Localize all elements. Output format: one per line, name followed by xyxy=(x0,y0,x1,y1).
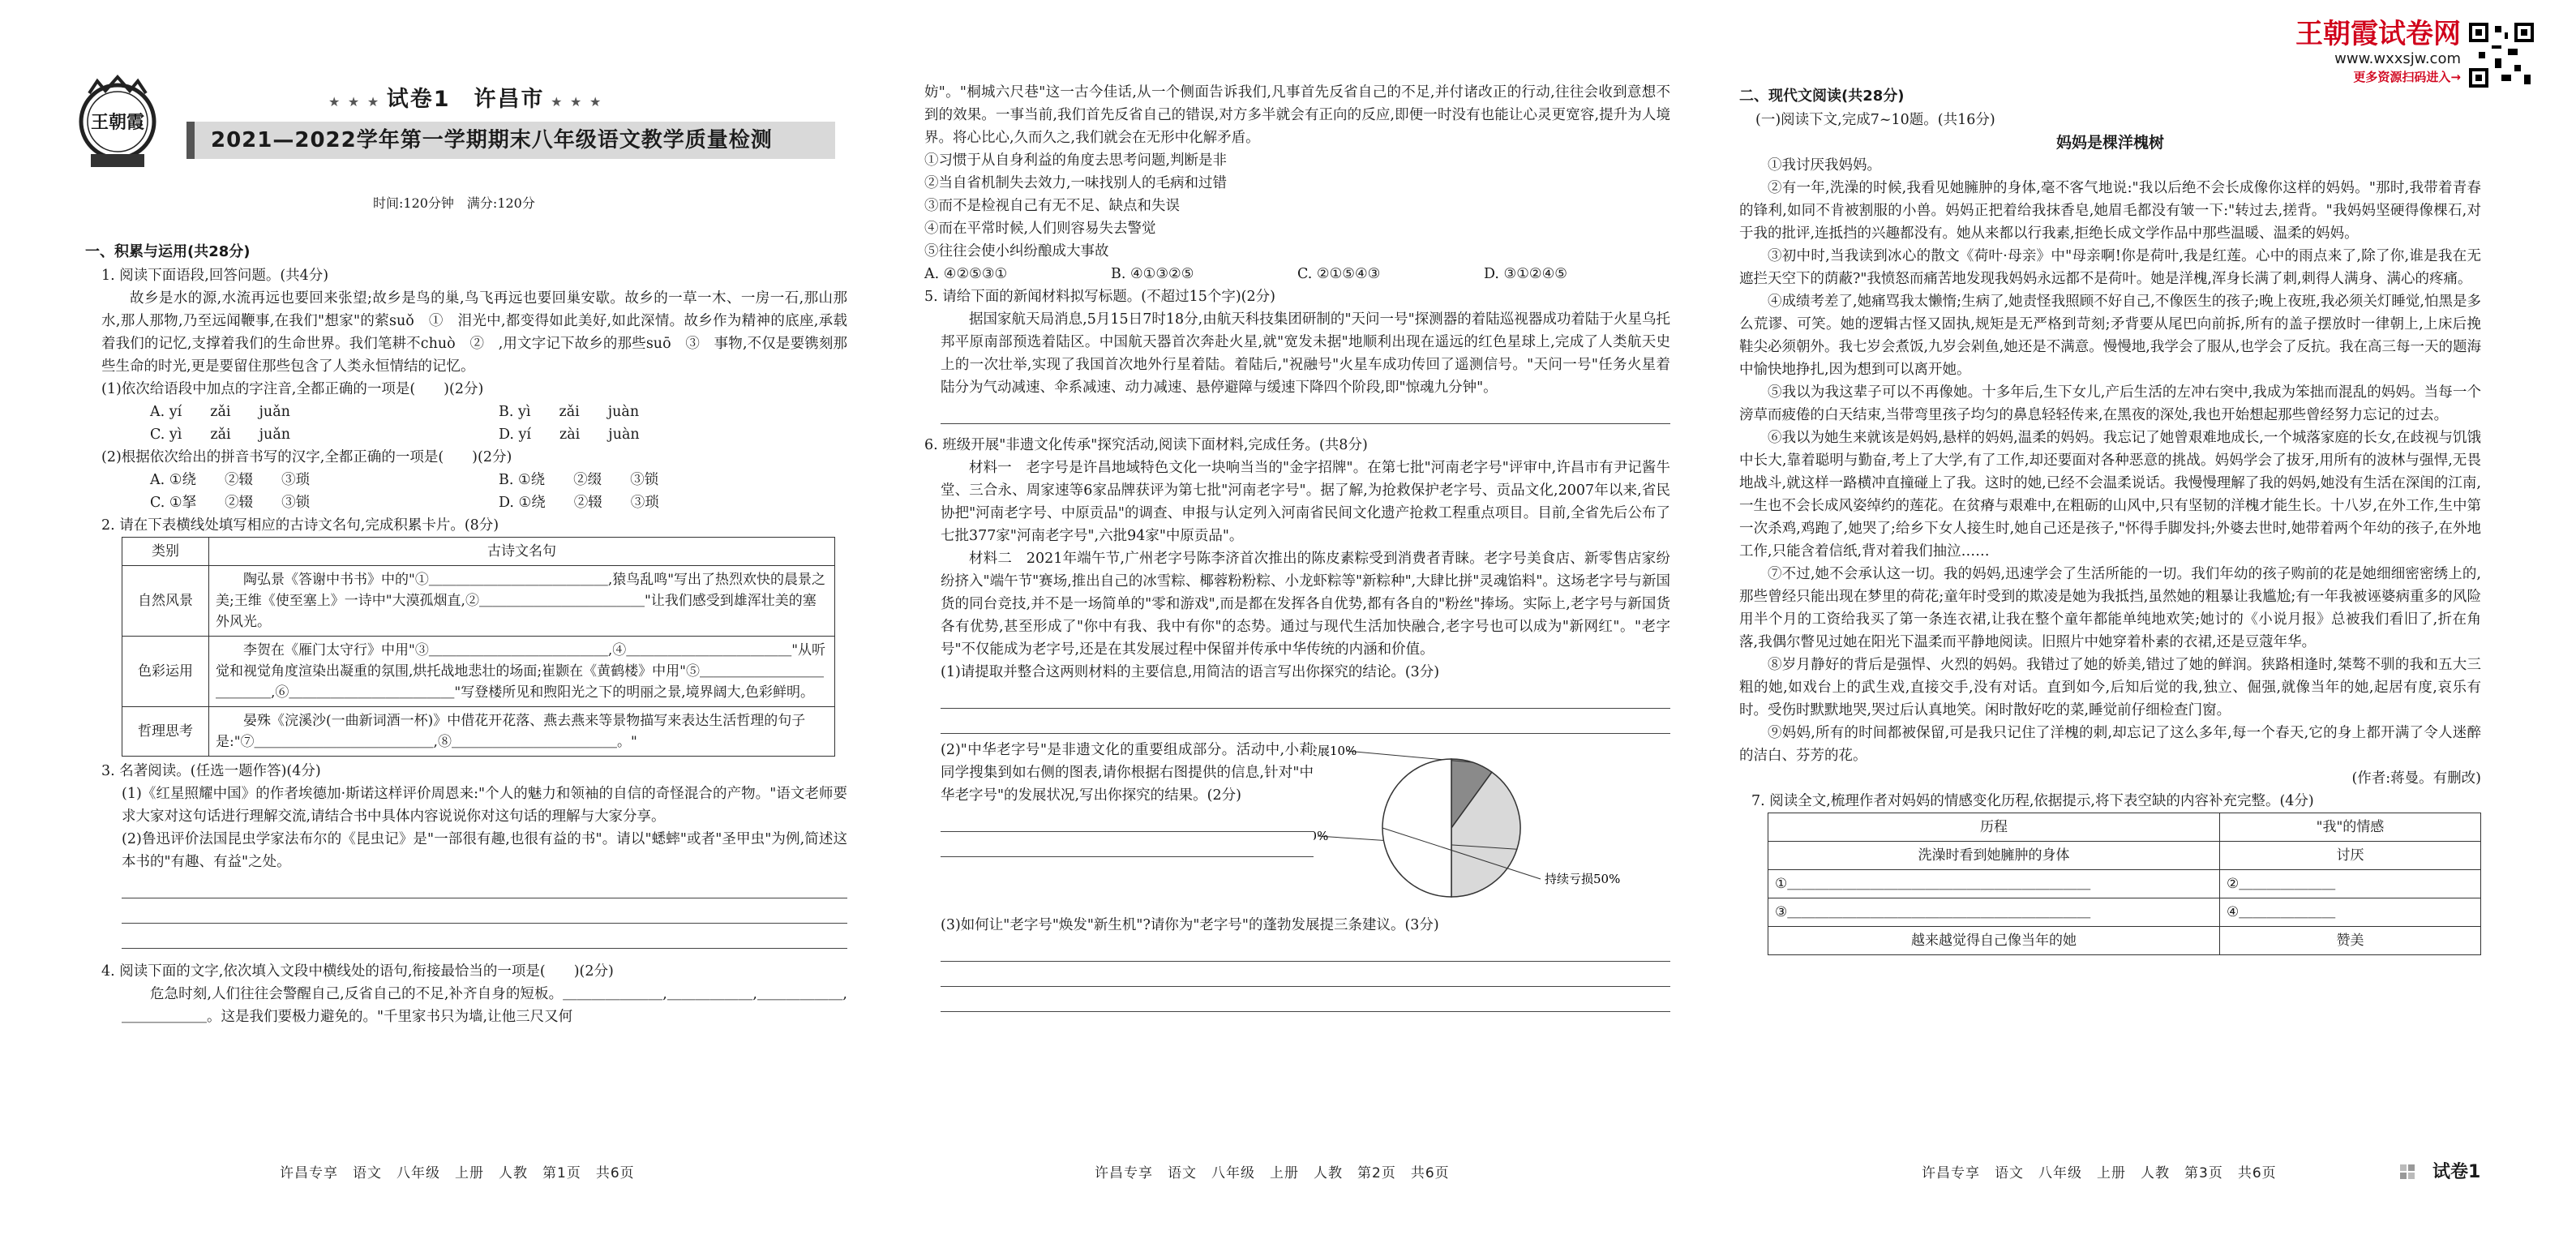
page-3-body xyxy=(1739,84,2481,955)
question-1-passage: 故乡是水的源,水流再远也要回来张望;故乡是鸟的巢,鸟飞再远也要回巢安歇。故乡的一草一木、一房一石,那山那水,那人那物,乃至远闻鞭事,在我们"想家"的萦suǒ ① 泪光中,都变得如此美好,如此深情。故乡作为精神的底座,承载着我们的记忆,支撑着我们的生命世界。我们笔耕不chuò ② ,用文字记下故乡的那些suō ③ 事物,不仅是要镌刻那些生命的时光,更是要留住那些包含了人类永恒情结的记忆。 xyxy=(101,290,847,375)
table-header-cell: 历程 xyxy=(1768,813,2220,842)
table-header-row xyxy=(1768,813,2481,842)
pie-chart-svg xyxy=(1314,739,1670,909)
answer-line[interactable] xyxy=(941,399,1670,424)
option-row xyxy=(85,491,847,514)
option-b[interactable]: B. yì zǎi juàn xyxy=(499,404,640,420)
table-cell-category: 哲理思考 xyxy=(122,707,209,757)
page-footer: 许昌专享 语文 八年级 上册 人教 第3页 共6页 xyxy=(1922,1165,2277,1181)
question-4-item: ④而在平常时候,人们则容易失去警觉 xyxy=(924,221,1156,237)
answer-lines[interactable] xyxy=(941,684,1670,734)
table-row xyxy=(1768,927,2481,955)
answer-lines[interactable] xyxy=(941,937,1670,1012)
page-1 xyxy=(85,0,847,1235)
table-cell: 越来越觉得自己像当年的她 xyxy=(1768,927,2220,955)
question-6-3: (3)如何让"老字号"焕发"新生机"?请你为"老字号"的蓬勃发展提三条建议。(3分) xyxy=(941,917,1439,933)
option-a[interactable]: A. yí zǎi juǎn xyxy=(150,404,290,420)
question-6-1: (1)请提取并整合这两则材料的主要信息,用简洁的语言写出你探究的结论。(3分) xyxy=(941,664,1440,680)
star-icon: ★ ★ ★ xyxy=(328,94,387,109)
question-7-stem: 7. 阅读全文,梳理作者对妈妈的情感变化历程,依据提示,将下表空缺的内容补充完整。(4分) xyxy=(1751,793,2314,809)
question-4-item: ③而不是检视自己有无不足、缺点和失误 xyxy=(924,198,1180,214)
answer-line[interactable] xyxy=(941,962,1670,987)
answer-line[interactable] xyxy=(122,898,847,924)
exam-title xyxy=(328,81,602,113)
page-2 xyxy=(924,0,1670,1235)
answer-line[interactable] xyxy=(941,832,1314,857)
option-d[interactable]: D. ③①②④⑤ xyxy=(1484,266,1567,282)
poetry-table xyxy=(122,537,835,757)
answer-lines[interactable] xyxy=(122,873,847,949)
table-cell-fill[interactable]: 陶弘景《答谢中书书》中的"①＿＿＿＿＿＿＿＿＿＿＿＿＿,猿鸟乱鸣"写出了热烈欢快的晨景之美;王维《使至塞上》一诗中"大漠孤烟直,②＿＿＿＿＿＿＿＿＿＿＿＿"让我们感受到雄浑壮美的塞外风光。 xyxy=(209,566,835,637)
article-paragraph: ⑧岁月静好的背后是强悍、火烈的妈妈。我错过了她的娇美,错过了她的鲜润。狭路相逢时,桀骜不驯的我和五大三粗的她,如戏台上的武生戏,直接交手,没有对话。直到如今,后知后觉的我,独立、倔强,就像当年的她,起居有度,哀乐有时。受伤时默默地哭,哭过后认真地笑。闲时散好吃的菜,睡觉前仔细检查门窗。 xyxy=(1739,657,2481,718)
pie-leader-line xyxy=(1346,751,1472,762)
star-icon: ★ ★ ★ xyxy=(544,94,603,109)
pie-label: 展10% xyxy=(1318,744,1357,758)
table-cell: 讨厌 xyxy=(2220,842,2481,870)
article-paragraph: ①我讨厌我妈妈。 xyxy=(1768,157,1881,174)
question-4-continued: 妨"。"桐城六尺巷"这一古今佳话,从一个侧面告诉我们,凡事首先反省自己的不足,并付诸改正的行动,往往会收到意想不到的效果。一事当前,我们首先反省自己的错误,对方多半就会有正向的反应,即便一时没有也能让心灵更宽容,提升为人境界。将心比心,久而久之,我们就会在无形中化解矛盾。 xyxy=(924,84,1670,146)
question-1-2: (2)根据依次给出的拼音书写的汉字,全都正确的一项是( )(2分) xyxy=(101,449,512,465)
page-1-body xyxy=(85,240,847,1028)
option-c[interactable]: C. ①拏 ②辍 ③锁 xyxy=(150,495,311,511)
answer-line[interactable] xyxy=(941,684,1670,709)
emotion-table xyxy=(1768,813,2481,955)
question-2-stem: 2. 请在下表横线处填写相应的古诗文名句,完成积累卡片。(8分) xyxy=(101,517,499,534)
question-4-stem: 4. 阅读下面的文字,依次填入文段中横线处的语句,衔接最恰当的一项是( )(2分) xyxy=(101,963,614,980)
exam-subtitle: 2021—2022学年第一学期期末八年级语文教学质量检测 xyxy=(211,128,773,152)
question-1-1: (1)依次给语段中加点的字注音,全都正确的一项是( )(2分) xyxy=(101,381,484,397)
article-author: (作者:蒋曼。有删改) xyxy=(2351,770,2481,787)
article-paragraph: ⑨妈妈,所有的时间都被保留,可是我只记住了洋槐的刺,却忘记了这么多年,每一个春天,它的身上都开满了令人迷醉的洁白、芬芳的花。 xyxy=(1739,725,2481,764)
table-cell-category: 色彩运用 xyxy=(122,637,209,707)
pie-label: % xyxy=(1317,829,1329,843)
pie-label: 持续亏损50% xyxy=(1545,872,1621,886)
question-6-2: (2)"中华老字号"是非遗文化的重要组成部分。活动中,小莉同学搜集到如右侧的图表,请你根据右图提供的信息,针对"中华老字号"的发展状况,写出你探究的结果。(2分) xyxy=(941,742,1314,804)
question-4-item: ⑤往往会使小纠纷酿成大事故 xyxy=(924,243,1109,259)
article-paragraph: ④成绩考差了,她痛骂我太懒惰;生病了,她责怪我照顾不好自己,不像医生的孩子;晚上夜班,我必须关灯睡觉,怕黑是多么荒谬、可笑。她的逻辑古怪又固执,规矩是无严格到苛刻;矛背要从尾巴向前拆,所有的盖子摆放时一律朝上,上床后挽鞋尖必须朝外。我七岁会煮饭,九岁会剁鱼,她还是不满意。慢慢地,我学会了服从,也学会了反抗。我在高三每一天的题海中愉快地挣扎,因为想到可以离开她。 xyxy=(1739,294,2481,378)
article-paragraph: ⑦不过,她不会承认这一切。我的妈妈,迅速学会了生活所能的一切。我们年幼的孩子购前的花是她细细密密绣上的,那些曾经只能出现在梦里的荷花;童年时受到的欺凌是她为我抵挡,虽然她的粗暴让我尴尬;有一年我被诬婆病重多的风险用半个月的工资给我买了第一条连衣裙,让我在整个童年都能单纯地欢笑;她讨的《小说月报》总被我们看旧了,折在角落,我偶尔瞥见过她在阳光下温柔而平静地阅读。旧照片中她穿着朴素的衣裙,还是豆蔻年华。 xyxy=(1739,566,2481,650)
option-c[interactable]: C. ②①⑤④③ xyxy=(1297,266,1381,282)
table-header-cell: 古诗文名句 xyxy=(209,538,835,566)
question-5-text: 据国家航天局消息,5月15日7时18分,由航天科技集团研制的"天问一号"探测器的着陆巡视器成功着陆于火星乌托邦平原南部预选着陆区。中国航天器首次奔赴火星,就"宽发未据"地顺利出现在遥远的红色星球上,完成了人类航天史上的一次壮举,实现了我国首次地外行星着陆。着陆后,"祝融号"火星车成功传回了遥测信号。"天问一号"任务火星着陆分为气动减速、伞系减速、动力减速、悬停避障与缓速下降四个阶段,即"惊魂九分钟"。 xyxy=(941,311,1670,396)
table-cell-fill[interactable]: 晏殊《浣溪沙(一曲新词酒一杯)》中借花开花落、燕去燕来等景物描写来表达生活哲理的句子是:"⑦＿＿＿＿＿＿＿＿＿＿＿＿＿,⑧＿＿＿＿＿＿＿＿＿＿＿＿。" xyxy=(209,707,835,757)
qr-code-icon[interactable] xyxy=(2469,23,2534,88)
answer-line[interactable] xyxy=(941,807,1314,832)
question-6-2-text-block xyxy=(941,739,1314,909)
option-d[interactable]: D. ①绕 ②辍 ③琐 xyxy=(499,495,659,511)
answer-line[interactable] xyxy=(122,873,847,898)
logo-text: 王朝霞 xyxy=(91,112,145,133)
option-row xyxy=(924,263,1670,285)
option-a[interactable]: A. ④②⑤③① xyxy=(924,266,1008,282)
question-5-stem: 5. 请给下面的新闻材料拟写标题。(不超过15个字)(2分) xyxy=(924,289,1275,305)
pie-slice-2 xyxy=(1382,759,1451,897)
grid-icon xyxy=(2400,1164,2424,1184)
option-a[interactable]: A. ①绕 ②辍 ③琐 xyxy=(150,472,310,488)
article-paragraph: ⑥我以为她生来就该是妈妈,悬样的妈妈,温柔的妈妈。我忘记了她曾艰难地成长,一个城落家庭的长女,在歧视与饥饿中长大,靠着聪明与勤奋,考上了大学,有了工作,却还要面对各种恶意的挑战。妈妈学会了拔牙,用所有的波林与强悍,无畏地战斗,就这样一路横冲直撞碰上了我。这时的她,已经不会温柔说话。我慢慢理解了我的妈妈,她没有生活在深闺的江南,一生也不会长成风姿绰约的莲花。在贫瘠与艰难中,在粗砺的山风中,只有坚韧的洋槐才能生长。十八岁,在外工作,生中第一次杀鸡,鸡跑了,她哭了;给乡下女人接生时,她自己还是孩子,"怀得手脚发抖;外婆去世时,她带着两个年幼的孩子,在外地工作,只能含着信纸,背对着我们抽泣…… xyxy=(1739,430,2481,560)
material-1: 材料一 老字号是许昌地域特色文化一块响当当的"金字招牌"。在第七批"河南老字号"评审中,许昌市有尹记酱牛堂、三合永、周家速等6家品牌获评为第七批"河南老字号"。据了解,为抢救保护老字号、贡品文化,2007年以来,省民协把"河南老字号、中原贡品"的调查、申报与认定列入河南省民间文化遗产抢救工程重点项目。目前,全省先后公布了七批377家"河南老字号",六批94家"中原贡品"。 xyxy=(941,460,1670,544)
brand-url[interactable]: www.wxxsjw.com xyxy=(2334,50,2461,67)
option-b[interactable]: B. ①绕 ②缀 ③锁 xyxy=(499,472,659,488)
table-header-row xyxy=(122,538,835,566)
section-heading: 一、积累与运用(共28分) xyxy=(85,243,251,260)
question-6-stem: 6. 班级开展"非遗文化传承"探究活动,阅读下面材料,完成任务。(共8分) xyxy=(924,437,1368,453)
table-cell: 洗澡时看到她臃肿的身体 xyxy=(1768,842,2220,870)
question-4-item: ①习惯于从自身利益的角度去思考问题,判断是非 xyxy=(924,152,1228,169)
material-2: 材料二 2021年端午节,广州老字号陈李济首次推出的陈皮素粽受到消费者青睐。老字号美食店、新零售店家纷纷挤入"端午节"赛场,推出自己的冰雪粽、椰蓉粉粉粽、小龙虾粽等"新粽种",大肆比拼"灵魂馅料"。这场老字号与新国货的同台竞技,并不是一场简单的"零和游戏",而是都在发挥各自优势,都有各自的"粉丝"捧场。实际上,老字号与新国货各有优势,甚至形成了"你中有我、我中有你"的态势。通过与现代生活加快融合,老字号也可以成为"新网红"。"老字号"不仅能成为老字号,还是在其发展过程中保留并传承中华传统的内涵和价值。 xyxy=(941,551,1670,658)
exam-meta: 时间:120分钟 满分:120分 xyxy=(373,195,535,211)
publisher-logo xyxy=(73,73,162,178)
table-row xyxy=(122,566,835,637)
option-row xyxy=(85,469,847,491)
article-paragraph: ⑤我以为我这辈子可以不再像她。十多年后,生下女儿,产后生活的左冲右突中,我成为笨拙而混乱的妈妈。当每一个滂草而疲倦的白天结束,当带弯里孩子均匀的鼻息轻轻传来,在黑夜的深处,我也开始想起那些曾经努力忘记的过去。 xyxy=(1739,384,2481,423)
question-3-2: (2)鲁迅评价法国昆虫学家法布尔的《昆虫记》是"一部很有趣,也很有益的书"。请以"蟋蟀"或者"圣甲虫"为例,简述这本书的"有趣、有益"之处。 xyxy=(122,831,847,870)
question-3-stem: 3. 名著阅读。(任选一题作答)(4分) xyxy=(101,763,321,779)
article-paragraph: ②有一年,洗澡的时候,我看见她臃肿的身体,毫不客气地说:"我以后绝不会长成像你这样的妈妈。"那时,我带着青春的锋利,如同不肯被割服的小兽。妈妈正把着给我抹香皂,她眉毛都没有皱一下:"转过去,搓背。"我妈妈坚硬得像棵石,对于我的批评,连抵挡的兴趣都没有。她从来都以行我素,拒绝长成文学作品中那些温暖、温柔的妈妈。 xyxy=(1739,180,2481,242)
table-row xyxy=(1768,898,2481,927)
table-header-cell: 类别 xyxy=(122,538,209,566)
option-c[interactable]: C. yì zǎi juǎn xyxy=(150,427,291,443)
answer-line[interactable] xyxy=(941,937,1670,962)
option-d[interactable]: D. yí zài juàn xyxy=(499,427,640,443)
answer-line[interactable] xyxy=(941,987,1670,1012)
page-2-body xyxy=(924,81,1670,1012)
subtitle-band xyxy=(186,122,835,159)
table-cell-fill[interactable]: 李贺在《雁门太守行》中用"③＿＿＿＿＿＿＿＿＿＿＿＿＿,④＿＿＿＿＿＿＿＿＿＿＿＿"从听觉和视觉角度渲染出凝重的氛围,烘托战地悲壮的场面;崔颢在《黄鹤楼》中用"⑤＿＿＿＿＿＿＿＿＿＿＿＿＿,⑥＿＿＿＿＿＿＿＿＿＿＿＿"写登楼所见和煦阳光之下的明丽之景,境界阔大,色彩鲜明。 xyxy=(209,637,835,707)
question-1-stem: 1. 阅读下面语段,回答问题。(共4分) xyxy=(101,268,329,284)
section-heading: 二、现代文阅读(共28分) xyxy=(1739,88,1905,105)
brand-block xyxy=(2266,18,2461,86)
table-cell-category: 自然风景 xyxy=(122,566,209,637)
page-footer: 许昌专享 语文 八年级 上册 人教 第1页 共6页 xyxy=(280,1165,635,1181)
exam-tag: 试卷1 xyxy=(2432,1162,2481,1182)
option-row xyxy=(85,401,847,423)
table-row xyxy=(1768,842,2481,870)
option-b[interactable]: B. ④①③②⑤ xyxy=(1111,266,1194,282)
answer-line[interactable] xyxy=(941,709,1670,734)
table-cell-fill[interactable]: ①＿＿＿＿＿＿＿＿＿＿＿＿＿＿＿＿＿＿＿＿＿＿ xyxy=(1768,870,2220,898)
question-4-text: 危急时刻,人们往往会警醒自己,反省自己的不足,补齐自身的短板。＿＿＿＿＿＿＿,＿＿＿＿＿＿,＿＿＿＿＿＿,＿＿＿＿＿＿。这是我们要极力避免的。"千里家书只为墙,让他三尺又何 xyxy=(122,986,847,1025)
option-row xyxy=(85,423,847,446)
table-row xyxy=(122,637,835,707)
article-title: 妈妈是棵洋槐树 xyxy=(2055,134,2164,152)
qr-code-svg xyxy=(2469,23,2534,88)
answer-line[interactable] xyxy=(122,924,847,949)
table-cell-fill[interactable]: ④＿＿＿＿＿＿＿ xyxy=(2220,898,2481,927)
exam-name: 试卷1 许昌市 xyxy=(386,87,545,112)
brand-name: 王朝霞试卷网 xyxy=(2295,18,2461,50)
page-3 xyxy=(1739,0,2493,1235)
table-cell-fill[interactable]: ③＿＿＿＿＿＿＿＿＿＿＿＿＿＿＿＿＿＿＿＿＿＿ xyxy=(1768,898,2220,927)
page-footer: 许昌专享 语文 八年级 上册 人教 第2页 共6页 xyxy=(1095,1165,1450,1181)
question-4-item: ②当自省机制失去效力,一味找别人的毛病和过错 xyxy=(924,175,1228,191)
part-heading: (一)阅读下文,完成7~10题。(共16分) xyxy=(1755,112,1995,128)
question-3-1: (1)《红星照耀中国》的作者埃德加·斯诺这样评价周恩来:"个人的魅力和领袖的自信的奇怪混合的产物。"语文老师要求大家对这句话进行理解交流,请结合书中具体内容说说你对这句话的理解与大家分享。 xyxy=(122,786,847,825)
article-body xyxy=(1739,154,2481,767)
article-paragraph: ③初中时,当我读到冰心的散文《荷叶·母亲》中"母亲啊!你是荷叶,我是红莲。心中的雨点来了,除了你,谁是我在无遮拦天空下的荫蔽?"我愤怒而痛苦地发现我妈妈永远都不是荷叶。她是洋槐,浑身长满了刺,刺得人满身、满心的疼痛。 xyxy=(1739,248,2481,287)
table-cell: 赞美 xyxy=(2220,927,2481,955)
table-cell-fill[interactable]: ②＿＿＿＿＿＿＿ xyxy=(2220,870,2481,898)
brand-slogan: 更多资源扫码进入→ xyxy=(2353,70,2461,84)
pie-chart xyxy=(1314,739,1670,909)
grid-icon-svg xyxy=(2400,1164,2424,1181)
table-row xyxy=(122,707,835,757)
table-row xyxy=(1768,870,2481,898)
table-header-cell: "我"的情感 xyxy=(2220,813,2481,842)
question-6-2-block xyxy=(941,739,1670,909)
